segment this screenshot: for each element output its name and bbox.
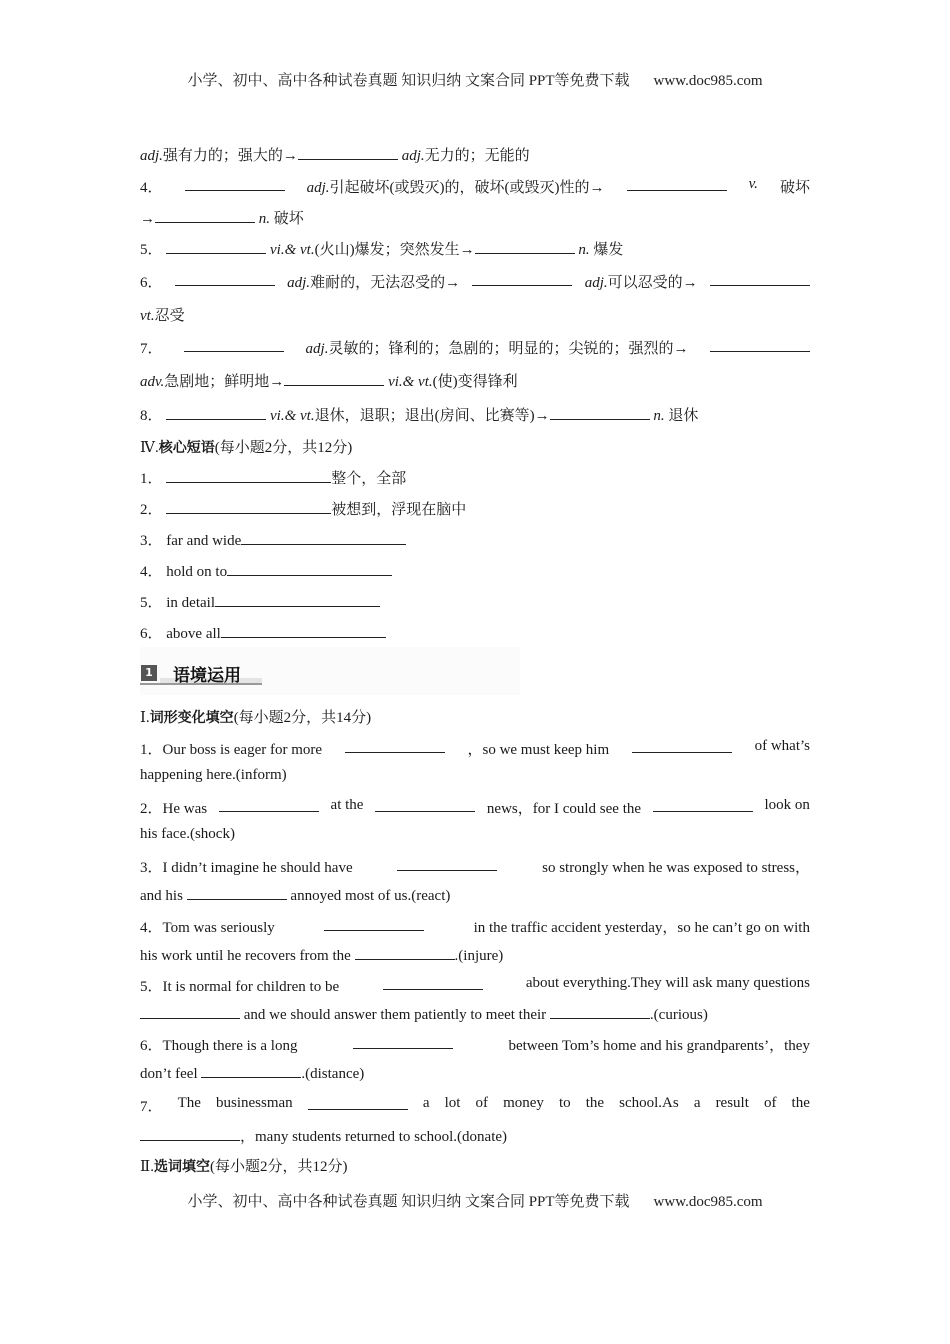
section-header — [140, 647, 520, 695]
answer-blank[interactable] — [550, 1004, 650, 1019]
section-number-icon: 1 — [141, 665, 157, 681]
question-1-cont: happening here.(inform) — [140, 767, 287, 783]
question-3: 3．I didn’t imagine he should have so strongly when he was exposed to stress， — [140, 856, 810, 877]
answer-blank[interactable] — [166, 468, 331, 483]
question-2: 2．He was at the news，for I could see the look on — [140, 797, 810, 817]
question-7-cont: ，many students returned to school.(donate) — [140, 1125, 507, 1146]
vocab-line-powerful: adj.强有力的；强大的→ adj.无力的；无能的 — [140, 144, 530, 165]
answer-blank[interactable] — [166, 499, 331, 514]
answer-blank[interactable] — [155, 208, 255, 223]
question-1: 1．Our boss is eager for more ，so we must keep him of what’s — [140, 738, 810, 758]
answer-blank[interactable] — [185, 176, 285, 191]
answer-blank[interactable] — [308, 1095, 408, 1110]
phrase-item: 2． 被想到，浮现在脑中 — [140, 498, 466, 519]
question-5-cont: and we should answer them patiently to meet their .(curious) — [140, 1004, 708, 1024]
question-7: 7． The businessman a lot of money to the school.As a result of the — [140, 1095, 810, 1115]
answer-blank[interactable] — [187, 885, 287, 900]
answer-blank[interactable] — [201, 1063, 301, 1078]
vocab-item-8: 8． vi.& vt.退休，退职；退出(房间、比赛等)→ n. 退休 — [140, 404, 698, 425]
answer-blank[interactable] — [184, 337, 284, 352]
answer-blank[interactable] — [241, 530, 406, 545]
phrase-item: 4． hold on to — [140, 560, 392, 581]
question-4: 4．Tom was seriously in the traffic accident yesterday，so he can’t go on with — [140, 916, 810, 937]
footer-text: 小学、初中、高中各种试卷真题 知识归纳 文案合同 PPT等免费下载 — [187, 1194, 630, 1210]
vocab-item-7-cont: adv.急剧地；鲜明地→ vi.& vt.(使)变得锋利 — [140, 370, 518, 391]
answer-blank[interactable] — [166, 239, 266, 254]
answer-blank[interactable] — [355, 945, 455, 960]
answer-blank[interactable] — [345, 738, 445, 753]
vocab-item-6: 6． adj.难耐的，无法忍受的→ adj.可以忍受的→ — [140, 271, 810, 292]
answer-blank[interactable] — [375, 797, 475, 812]
section-title: 语境运用 — [173, 666, 241, 686]
answer-blank[interactable] — [140, 1126, 240, 1141]
phrase-item: 5． in detail — [140, 591, 380, 612]
part1-heading: Ⅰ.词形变化填空(每小题2分，共14分) — [140, 710, 372, 726]
page-footer — [0, 1190, 950, 1211]
vocab-item-4: 4． adj.引起破坏(或毁灭)的，破坏(或毁灭)性的→ v. 破坏 — [140, 176, 810, 196]
answer-blank[interactable] — [215, 592, 380, 607]
part2-heading: Ⅱ.选词填空(每小题2分，共12分) — [140, 1159, 348, 1175]
question-3-cont: and his annoyed most of us.(react) — [140, 885, 450, 905]
answer-blank[interactable] — [475, 239, 575, 254]
answer-blank[interactable] — [550, 405, 650, 420]
answer-blank[interactable] — [383, 975, 483, 990]
question-6-cont: don’t feel .(distance) — [140, 1063, 364, 1083]
answer-blank[interactable] — [221, 623, 386, 638]
vocab-item-7: 7． adj.灵敏的；锋利的；急剧的；明显的；尖锐的；强烈的→ — [140, 337, 810, 358]
vocab-item-6-cont: vt.忍受 — [140, 308, 185, 324]
answer-blank[interactable] — [632, 738, 732, 753]
phrases-heading: Ⅳ.核心短语(每小题2分，共12分) — [140, 440, 353, 456]
answer-blank[interactable] — [472, 271, 572, 286]
answer-blank[interactable] — [298, 145, 398, 160]
answer-blank[interactable] — [175, 271, 275, 286]
phrase-item: 6． above all — [140, 622, 386, 643]
question-4-cont: his work until he recovers from the .(injure) — [140, 945, 503, 965]
answer-blank[interactable] — [140, 1004, 240, 1019]
page-header — [0, 69, 950, 90]
answer-blank[interactable] — [710, 337, 810, 352]
question-2-cont: his face.(shock) — [140, 826, 235, 842]
header-site: www.doc985.com — [653, 73, 763, 89]
answer-blank[interactable] — [324, 916, 424, 931]
phrase-item: 1． 整个，全部 — [140, 467, 406, 488]
answer-blank[interactable] — [219, 797, 319, 812]
answer-blank[interactable] — [353, 1034, 453, 1049]
footer-site: www.doc985.com — [653, 1194, 763, 1210]
vocab-item-4-cont: → n. 破坏 — [140, 207, 304, 228]
phrase-item: 3． far and wide — [140, 529, 406, 550]
answer-blank[interactable] — [284, 371, 384, 386]
vocab-item-5: 5． vi.& vt.(火山)爆发；突然发生→ n. 爆发 — [140, 238, 623, 259]
question-6: 6．Though there is a long between Tom’s home and his grandparents’，they — [140, 1034, 810, 1055]
answer-blank[interactable] — [710, 271, 810, 286]
question-5: 5．It is normal for children to be about everything.They will ask many questions — [140, 975, 810, 995]
answer-blank[interactable] — [397, 856, 497, 871]
answer-blank[interactable] — [166, 405, 266, 420]
header-text: 小学、初中、高中各种试卷真题 知识归纳 文案合同 PPT等免费下载 — [187, 73, 630, 89]
answer-blank[interactable] — [627, 176, 727, 191]
answer-blank[interactable] — [653, 797, 753, 812]
answer-blank[interactable] — [227, 561, 392, 576]
